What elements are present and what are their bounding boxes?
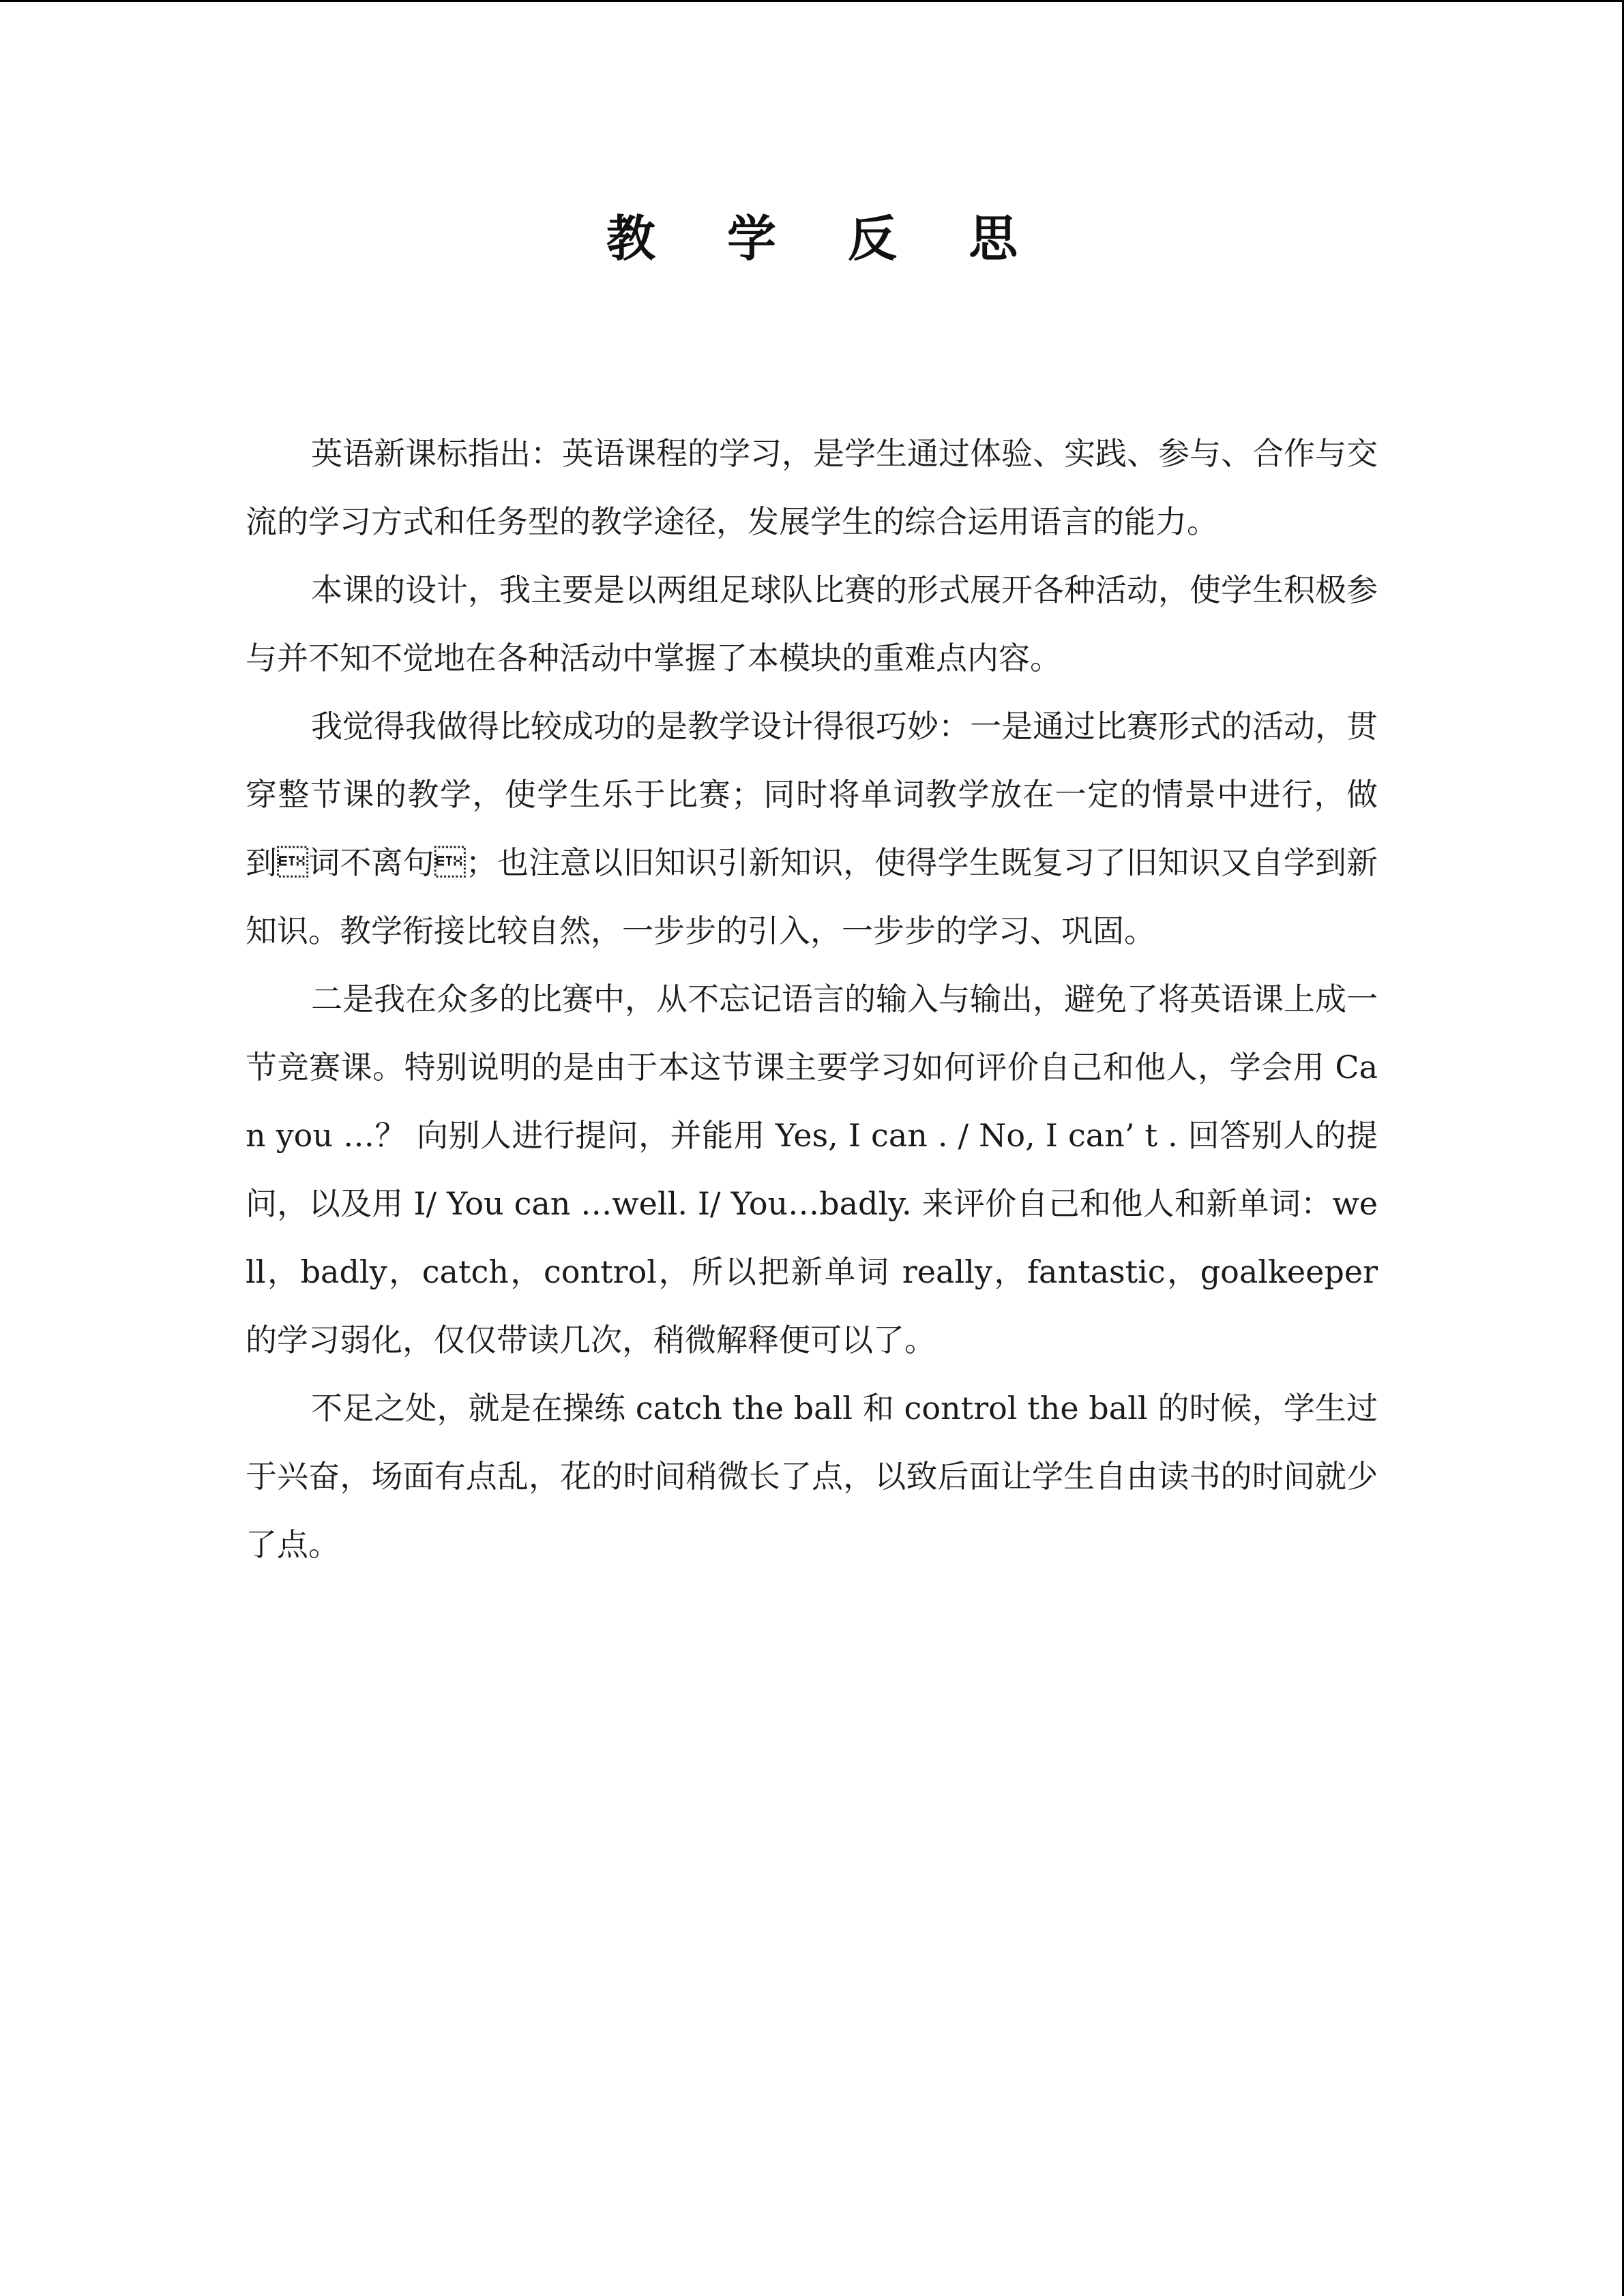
paragraph-1: 英语新课标指出：英语课程的学习，是学生通过体验、实践、参与、合作与交流的学习方式和任务型的教学途径，发展学生的综合运用语言的能力。 [246, 435, 1378, 540]
page-border-top [0, 0, 1624, 2]
paragraph-4: 二是我在众多的比赛中，从不忘记语言的输入与输出，避免了将英语课上成一节竞赛课。特别说明的是由于本这节课主要学习如何评价自己和他人，学会用 Can you …？ 向别人进行提问，并能用 Yes, I can . / No, I can’ t . 回答别人的提问，以及用 I/ You can …well. I/ You…badly. 来评价自己和他人和新单词：well，badly，catch，control，所以把新单词 really，fantastic，goalkeeper 的学习弱化，仅仅带读几次，稍微解释便可以了。 [246, 981, 1378, 1358]
paragraph-5: 不足之处，就是在操练 catch the ball 和 control the ball 的时候，学生过于兴奋，场面有点乱，花的时间稍微长了点，以致后面让学生自由读书的时间就少了点。 [246, 1390, 1378, 1563]
paragraph-2: 本课的设计，我主要是以两组足球队比赛的形式展开各种活动，使学生积极参与并不知不觉地在各种活动中掌握了本模块的重难点内容。 [246, 571, 1378, 676]
document-body [246, 419, 1378, 1579]
paragraph-3: 我觉得我做得比较成功的是教学设计得很巧妙：一是通过比赛形式的活动，贯穿整节课的教学，使学生乐于比赛；同时将单词教学放在一定的情景中进行，做到词不离句；也注意以旧知识引新知识，使得学生既复习了旧知识又自学到新知识。教学衔接比较自然，一步步的引入，一步步的学习、巩固。 [246, 708, 1378, 949]
document-title: 教 学 反 思 [606, 210, 1046, 267]
